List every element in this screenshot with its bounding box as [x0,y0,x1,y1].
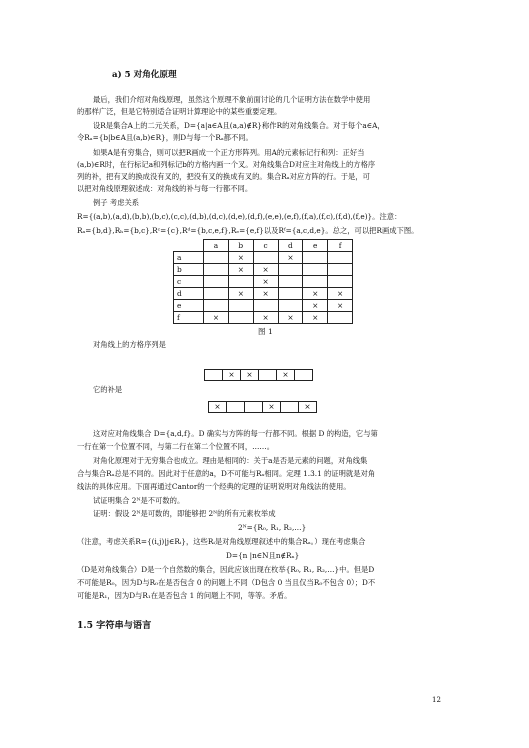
paragraph-line: 一行在第一个位置不同，与第二行在第二个位置不同，……。 [77,442,275,451]
complement-label: 它的补是 [93,385,123,394]
paragraph-line: （D是对角线集合）D是一个自然数的集合，因此应该出现在枚举{R₀, R₁, R₂,…}中。但是D [77,565,375,574]
matrix-cell [303,252,328,264]
paragraph-line: 设R是集合A上的二元关系，D={a|a∈A且(a,a)∉R}称作R的对角线集合。对于每个a∈A， [93,121,385,130]
matrix-row-label: c [174,276,204,288]
matrix-cell: × [253,276,278,288]
matrix-cell: × [253,264,278,276]
matrix-cell: × [328,300,353,312]
relation-matrix [173,239,353,324]
example-title: 例子 考虑关系 [93,198,140,207]
paragraph-line: 可能是R₁，因为D与R₁在是否包含 1 的问题上不同，等等。矛盾。 [77,591,292,600]
paragraph-line: 令Rₐ={b|b∈A且(a,b)∈R}，则D与每一个Rₐ都不同。 [77,133,253,142]
paragraph-line: 证明：假设 2ᴺ是可数的，即能够把 2ᴺ的所有元素枚举成 [93,509,276,518]
matrix-cell: × [228,264,253,276]
matrix-cell [278,276,303,288]
matrix-cell: × [253,288,278,300]
matrix-cell: × [303,300,328,312]
diagonal-cell: × [241,370,259,381]
matrix-cell [204,252,229,264]
matrix-cell [253,252,278,264]
matrix-row-label: f [174,312,204,324]
diagonal-cell: × [277,370,295,381]
paragraph-line: 最后，我们介绍对角线原理，虽然这个原理不象前面讨论的几个证明方法在数学中使用 [93,95,371,104]
diagonal-cell [205,370,223,381]
paragraph-line: 的那样广泛，但是它特别适合证明计算理论中的某些重要定理。 [77,107,282,116]
paragraph-line: 合与集合Rₐ总是不同的。因此对于任意的a，D不可能与Rₐ相同。定理 1.3.1 的证明就是对角 [77,469,376,478]
matrix-column-label: b [228,240,253,252]
paragraph-line: R={(a,b),(a,d),(b,b),(b,c),(c,c),(d,b),(d,c),(d,e),(d,f),(e,e),(e,f),(f,a),(f,c),(f,d),(f,e)}。注意： [77,212,402,221]
complement-cell [227,402,245,413]
paragraph-line: 线法的具体应用。下面再通过Cantor的一个经典的定理的证明说明对角线法的使用。 [77,482,351,491]
matrix-cell: × [228,252,253,264]
paragraph-line: 这对应对角线集合 D={a,d,f}。D 确实与方阵的每一行都不同。根据 D 的构造，它与第 [93,429,378,438]
paragraph-line: 不可能是R₀，因为D与R₀在是否包含 0 的问题上不同（D包含 0 当且仅当R₀不包含 0）；D不 [77,578,376,587]
page-number: 12 [432,696,441,704]
paragraph-line: 试证明集合 2ᴺ是不可数的。 [93,496,185,505]
matrix-cell [228,312,253,324]
matrix-column-label: a [204,240,229,252]
complement-cell: × [299,402,317,413]
paragraph-line: 以把对角线原理叙述成：对角线的补与每一行都不同。 [77,184,253,193]
paragraph-line: 对角化原理对于无穷集合也成立。理由是相同的：关于a是否是元素的问题，对角线集 [93,456,368,465]
matrix-cell [328,252,353,264]
section-heading: a) 5 对角化原理 [112,70,177,80]
equation: 2ᴺ={R₀, R₁, R₂,…} [238,523,307,532]
matrix-row [174,312,353,324]
matrix-cell: × [303,312,328,324]
matrix-cell [278,288,303,300]
matrix-column-label: d [278,240,303,252]
matrix-row [174,276,353,288]
paragraph-line: 列的补，把有叉的换成没有叉的，把没有叉的换成有叉的。集合Rₐ对应方阵的行。于是，可 [77,172,370,181]
matrix-cell: × [253,312,278,324]
matrix-cell [328,276,353,288]
complement-cell: × [209,402,227,413]
matrix-row-label: e [174,300,204,312]
complement-sequence [208,401,317,413]
matrix-column-label: f [328,240,353,252]
matrix-cell: × [278,312,303,324]
complement-cell: × [263,402,281,413]
matrix-cell [278,264,303,276]
matrix-cell: × [228,288,253,300]
complement-cell [281,402,299,413]
paragraph-line: （注意，考虑关系R={(i,j)|j∈Rᵢ}，这些Rᵢ是对角线原理叙述中的集合Rₐ。）现在考虑集合 [77,537,366,546]
diagonal-label: 对角线上的方格序列是 [93,340,166,349]
equation: D={n |n∈N且n∉Rₙ} [226,551,300,560]
matrix-cell: × [204,312,229,324]
matrix-row-label: a [174,252,204,264]
diagonal-cell: × [223,370,241,381]
paragraph-line: 如果A是有穷集合，则可以把R画成一个正方形阵列。用A的元素标记行和列：正好当 [93,148,365,157]
matrix-column-label: c [253,240,278,252]
matrix-row-label: b [174,264,204,276]
matrix-cell [204,300,229,312]
matrix-cell [253,300,278,312]
diagonal-sequence [204,369,313,381]
matrix-cell [328,312,353,324]
matrix-header-row [174,240,353,252]
matrix-row [174,300,353,312]
paragraph-line: (a,b)∈R时，在行标记a和列标记b的方格内画一个叉。对角线集合D对应主对角线上的方格序 [77,160,376,169]
matrix-cell: × [303,288,328,300]
matrix-cell [228,276,253,288]
matrix-cell [228,300,253,312]
diagonal-cell [295,370,313,381]
complement-cell [245,402,263,413]
matrix-corner-cell [174,240,204,252]
matrix-row-label: d [174,288,204,300]
matrix-cell: × [278,252,303,264]
matrix-row [174,288,353,300]
matrix-column-label: e [303,240,328,252]
figure-caption: 图 1 [258,327,273,336]
matrix-cell [204,276,229,288]
matrix-cell [204,288,229,300]
paragraph-line: Rₐ={b,d},Rₕ={b,c},Rᶜ={c},Rᵈ={b,c,e,f},Rₑ={e,f}以及Rᶠ={a,c,d,e}。总之，可以把R画成下图。 [77,226,419,235]
matrix-row [174,252,353,264]
matrix-cell [303,276,328,288]
diagonal-cell [259,370,277,381]
matrix-cell: × [328,288,353,300]
matrix-row [174,264,353,276]
section-heading: 1.5 字符串与语言 [77,620,152,631]
matrix-cell [278,300,303,312]
matrix-cell [328,264,353,276]
matrix-cell [303,264,328,276]
matrix-cell [204,264,229,276]
